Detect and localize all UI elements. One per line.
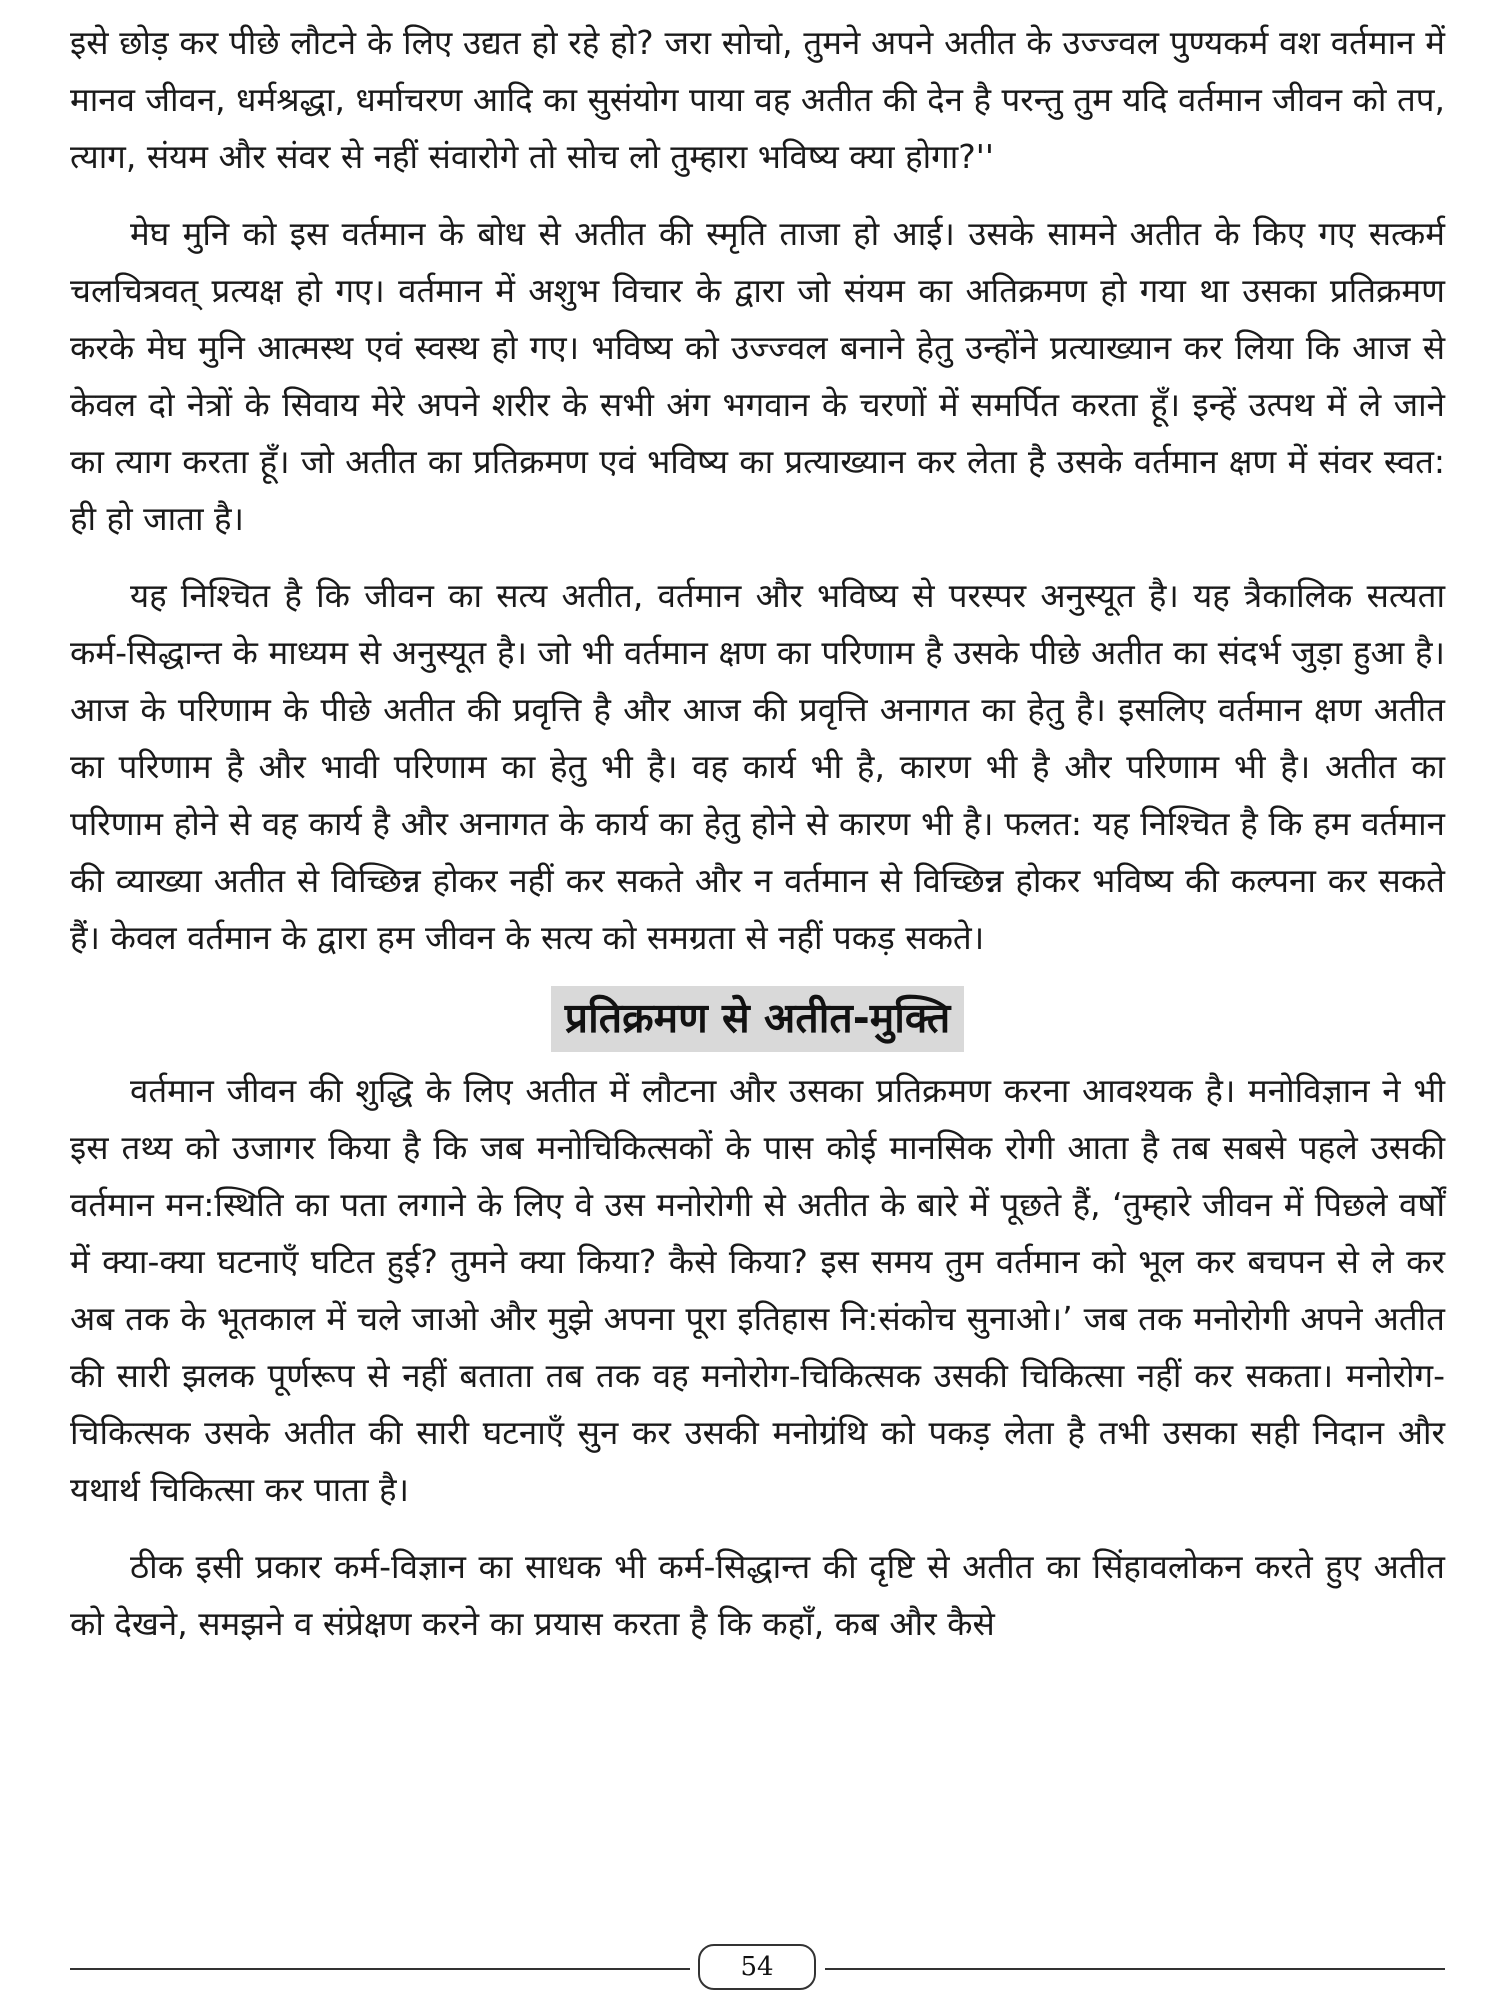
- footer-rule-right: [825, 1968, 1445, 1970]
- paragraph-psychology: वर्तमान जीवन की शुद्धि के लिए अतीत में लौटना और उसका प्रतिक्रमण करना आवश्यक है। मनोविज्ञान ने भी इस तथ्य को उजागर किया है कि जब मनोचिकित्सकों के पास कोई मानसिक रोगी आता है तब सबसे पहले उसकी वर्तमान मन:स्थिति का पता लगाने के लिए वे उस मनोरोगी से अतीत के बारे में पूछते हैं, ‘तुम्हारे जीवन में पिछले वर्षों में क्या-क्या घटनाएँ घटित हुई? तुमने क्या किया? कैसे किया? इस समय तुम वर्तमान को भूल कर बचपन से ले कर अब तक के भूतकाल में चले जाओ और मुझे अपना पूरा इतिहास नि:संकोच सुनाओ।’ जब तक मनोरोगी अपने अतीत की सारी झलक पूर्णरूप से नहीं बताता तब तक वह मनोरोग-चिकित्सक उसकी चिकित्सा नहीं कर सकता। मनोरोग-चिकित्सक उसके अतीत की सारी घटनाएँ सुन कर उसकी मनोग्रंथि को पकड़ लेता है तभी उसका सही निदान और यथार्थ चिकित्सा कर पाता है।: [70, 1071, 1445, 1509]
- paragraph-continued: इसे छोड़ कर पीछे लौटने के लिए उद्यत हो रहे हो? जरा सोचो, तुमने अपने अतीत के उज्ज्वल पुण्यकर्म वश वर्तमान में मानव जीवन, धर्मश्रद्धा, धर्माचरण आदि का सुसंयोग पाया वह अतीत की देन है परन्तु तुम यदि वर्तमान जीवन को तप, त्याग, संयम और संवर से नहीं संवारोगे तो सोच लो तुम्हारा भविष्य क्या होगा?'': [70, 23, 1445, 176]
- paragraph-karma-science: ठीक इसी प्रकार कर्म-विज्ञान का साधक भी कर्म-सिद्धान्त की दृष्टि से अतीत का सिंहावलोकन करते हुए अतीत को देखने, समझने व संप्रेक्षण करने का प्रयास करता है कि कहाँ, कब और कैसे: [70, 1547, 1445, 1643]
- paragraph-life-truth: यह निश्चित है कि जीवन का सत्य अतीत, वर्तमान और भविष्य से परस्पर अनुस्यूत है। यह त्रैकालिक सत्यता कर्म-सिद्धान्त के माध्यम से अनुस्यूत है। जो भी वर्तमान क्षण का परिणाम है उसके पीछे अतीत का संदर्भ जुड़ा हुआ है। आज के परिणाम के पीछे अतीत की प्रवृत्ति है और आज की प्रवृत्ति अनागत का हेतु है। इसलिए वर्तमान क्षण अतीत का परिणाम है और भावी परिणाम का हेतु भी है। वह कार्य भी है, कारण भी है और परिणाम भी है। अतीत का परिणाम होने से वह कार्य है और अनागत के कार्य का हेतु होने से कारण भी है। फलत: यह निश्चित है कि हम वर्तमान की व्याख्या अतीत से विच्छिन्न होकर नहीं कर सकते और न वर्तमान से विच्छिन्न होकर भविष्य की कल्पना कर सकते हैं। केवल वर्तमान के द्वारा हम जीवन के सत्य को समग्रता से नहीं पकड़ सकते।: [70, 576, 1445, 957]
- page-number: 54: [698, 1944, 816, 1990]
- document-page: [70, 14, 1445, 1672]
- footer-rule-left: [70, 1968, 690, 1970]
- page-footer: [70, 1944, 1445, 1994]
- paragraph-megh-muni: मेघ मुनि को इस वर्तमान के बोध से अतीत की स्मृति ताजा हो आई। उसके सामने अतीत के किए गए सत्कर्म चलचित्रवत् प्रत्यक्ष हो गए। वर्तमान में अशुभ विचार के द्वारा जो संयम का अतिक्रमण हो गया था उसका प्रतिक्रमण करके मेघ मुनि आत्मस्थ एवं स्वस्थ हो गए। भविष्य को उज्ज्वल बनाने हेतु उन्होंने प्रत्याख्यान कर लिया कि आज से केवल दो नेत्रों के सिवाय मेरे अपने शरीर के सभी अंग भगवान के चरणों में समर्पित करता हूँ। इन्हें उत्पथ में ले जाने का त्याग करता हूँ। जो अतीत का प्रतिक्रमण एवं भविष्य का प्रत्याख्यान कर लेता है उसके वर्तमान क्षण में संवर स्वत: ही हो जाता है।: [70, 214, 1445, 538]
- section-heading-container: [70, 986, 1445, 1056]
- section-heading: प्रतिक्रमण से अतीत-मुक्ति: [551, 986, 964, 1052]
